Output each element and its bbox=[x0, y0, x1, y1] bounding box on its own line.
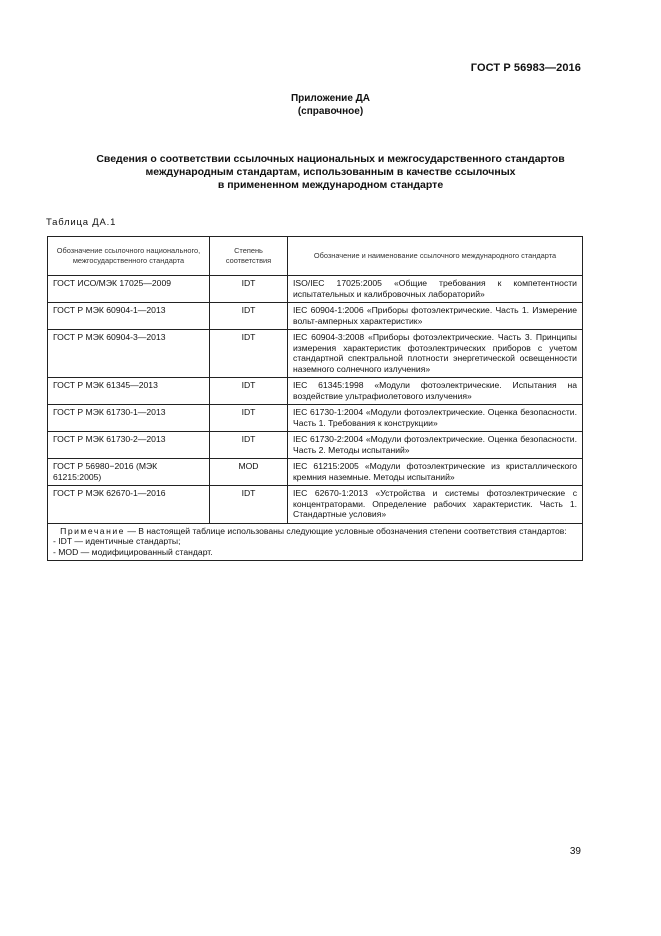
appendix-title: Приложение ДА bbox=[290, 93, 371, 104]
international-standard-cell: IEC 60904-3:2008 «Приборы фотоэлектрические. Часть 3. Принципы измерения характеристик фотоэлектрических приборов с учетом стандартной спектральной плотности энергетической освещенности наземного солнечного излучения» bbox=[288, 330, 583, 378]
standard-code: ГОСТ Р 56983—2016 bbox=[470, 62, 581, 74]
international-standard-cell: IEC 60904-1:2006 «Приборы фотоэлектрические. Часть 1. Измерение вольт-амперных характеристик» bbox=[288, 303, 583, 330]
column-header-international: Обозначение и наименование ссылочного международного стандарта bbox=[288, 237, 583, 276]
international-standard-cell: IEC 61730-2:2004 «Модули фотоэлектрические. Оценка безопасности. Часть 2. Методы испытаний» bbox=[288, 432, 583, 459]
national-standard-cell: ГОСТ Р МЭК 60904-3—2013 bbox=[48, 330, 210, 378]
column-header-degree: Степень соответствия bbox=[210, 237, 288, 276]
note-title: Примечание bbox=[60, 525, 125, 536]
national-standard-cell: ГОСТ Р МЭК 60904-1—2013 bbox=[48, 303, 210, 330]
international-standard-cell: IEC 61345:1998 «Модули фотоэлектрические. Испытания на воздействие ультрафиолетового излучения» bbox=[288, 378, 583, 405]
degree-cell: IDT bbox=[210, 432, 288, 459]
national-standard-cell: ГОСТ Р 56980−2016 (МЭК 61215:2005) bbox=[48, 459, 210, 486]
national-standard-cell: ГОСТ Р МЭК 61730-2—2013 bbox=[48, 432, 210, 459]
international-standard-cell: IEC 61730-1:2004 «Модули фотоэлектрические. Оценка безопасности. Часть 1. Требования к конструкции» bbox=[288, 405, 583, 432]
page-number: 39 bbox=[569, 846, 581, 857]
table-row bbox=[48, 432, 583, 459]
note-text bbox=[53, 526, 577, 537]
national-standard-cell: ГОСТ ИСО/МЭК 17025—2009 bbox=[48, 276, 210, 303]
table-note bbox=[48, 523, 583, 561]
table-label: Таблица ДА.1 bbox=[46, 217, 117, 228]
correspondence-table bbox=[47, 236, 583, 561]
table-row bbox=[48, 378, 583, 405]
degree-cell: IDT bbox=[210, 378, 288, 405]
table-note-row bbox=[48, 523, 583, 561]
appendix-heading bbox=[0, 92, 661, 118]
international-standard-cell: IEC 61215:2005 «Модули фотоэлектрические из кристаллического кремния наземные. Методы испытаний» bbox=[288, 459, 583, 486]
table-row bbox=[48, 303, 583, 330]
degree-cell: IDT bbox=[210, 303, 288, 330]
note-body: — В настоящей таблице использованы следующие условные обозначения степени соответствия стандартов: bbox=[127, 525, 567, 536]
degree-cell: IDT bbox=[210, 276, 288, 303]
heading-line: международным стандартам, использованным в качестве ссылочных bbox=[145, 166, 516, 178]
table-row bbox=[48, 330, 583, 378]
table-row bbox=[48, 486, 583, 524]
table-row bbox=[48, 405, 583, 432]
column-header-national: Обозначение ссылочного национального, межгосударственного стандарта bbox=[48, 237, 210, 276]
note-item: - IDT — идентичные стандарты; bbox=[53, 536, 181, 546]
international-standard-cell: ISO/IEC 17025:2005 «Общие требования к компетентности испытательных и калибровочных лабораторий» bbox=[288, 276, 583, 303]
national-standard-cell: ГОСТ Р МЭК 62670-1—2016 bbox=[48, 486, 210, 524]
table-header-row bbox=[48, 237, 583, 276]
international-standard-cell: IEC 62670-1:2013 «Устройства и системы фотоэлектрические с концентраторами. Определение рабочих характеристик. Часть 1. Стандартные условия» bbox=[288, 486, 583, 524]
note-item: - MOD — модифицированный стандарт. bbox=[53, 546, 213, 557]
appendix-subtitle: (справочное) bbox=[297, 106, 364, 117]
degree-cell: IDT bbox=[210, 405, 288, 432]
degree-cell: IDT bbox=[210, 486, 288, 524]
table-row bbox=[48, 459, 583, 486]
heading-line: Сведения о соответствии ссылочных национальных и межгосударственного стандартов bbox=[96, 153, 565, 165]
table-row bbox=[48, 276, 583, 303]
national-standard-cell: ГОСТ Р МЭК 61730-1—2013 bbox=[48, 405, 210, 432]
national-standard-cell: ГОСТ Р МЭК 61345—2013 bbox=[48, 378, 210, 405]
section-heading bbox=[40, 153, 621, 192]
degree-cell: MOD bbox=[210, 459, 288, 486]
degree-cell: IDT bbox=[210, 330, 288, 378]
heading-line: в примененном международном стандарте bbox=[217, 179, 444, 191]
